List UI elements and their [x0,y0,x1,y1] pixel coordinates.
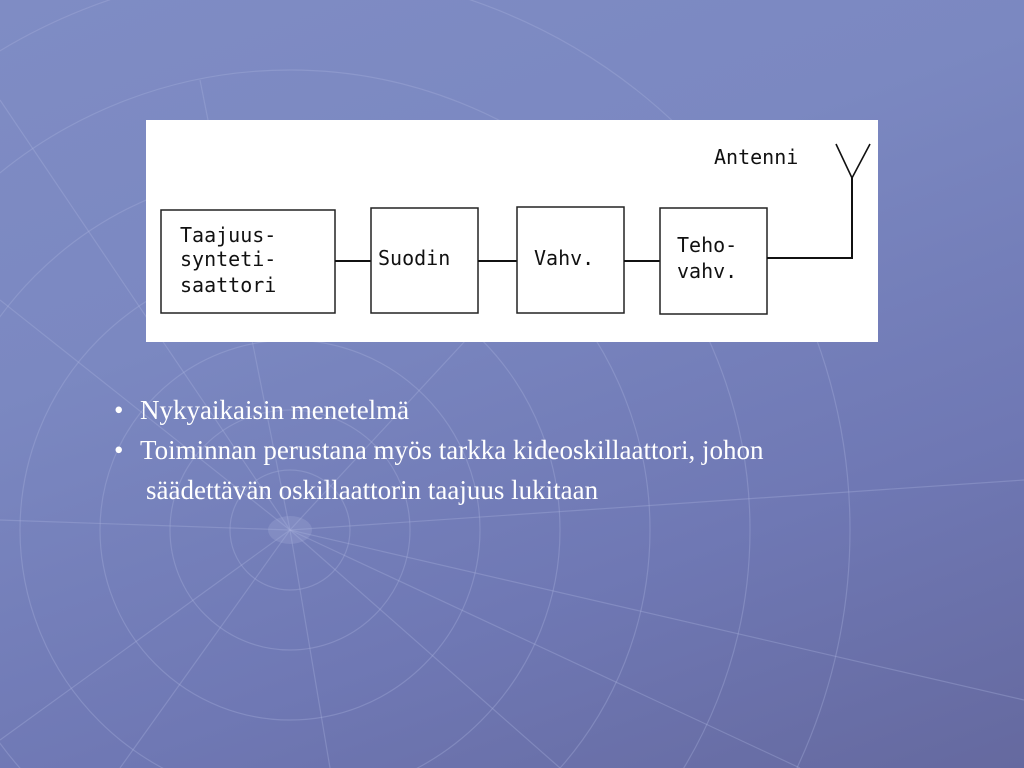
antenna-icon [836,144,870,178]
block-4-line-2: vahv. [677,259,738,283]
antenna-feed-line [767,178,852,258]
block-1-line-1: Taajuus- [180,223,277,247]
bullet-item [112,430,992,470]
bullet-item [112,390,992,430]
block-diagram [146,120,878,342]
bullet-continuation: säädettävän oskillaattorin taajuus lukitaan [146,475,599,505]
bullet-dot-icon: • [114,395,124,425]
bullet-text: Nykyaikaisin menetelmä [140,395,410,425]
block-1-line-2: synteti- [180,247,277,271]
block-2-line-1: Suodin [378,246,451,270]
antenna-label: Antenni [714,145,799,169]
block-1-line-3: saattori [180,273,277,297]
bullet-dot-icon: • [114,435,124,465]
block-4-line-1: Teho- [677,233,738,257]
bullet-list [112,390,992,510]
bullet-text: Toiminnan perustana myös tarkka kideoskillaattori, johon [140,435,764,465]
block-3-line-1: Vahv. [534,246,595,270]
block-diagram-panel [146,120,878,342]
